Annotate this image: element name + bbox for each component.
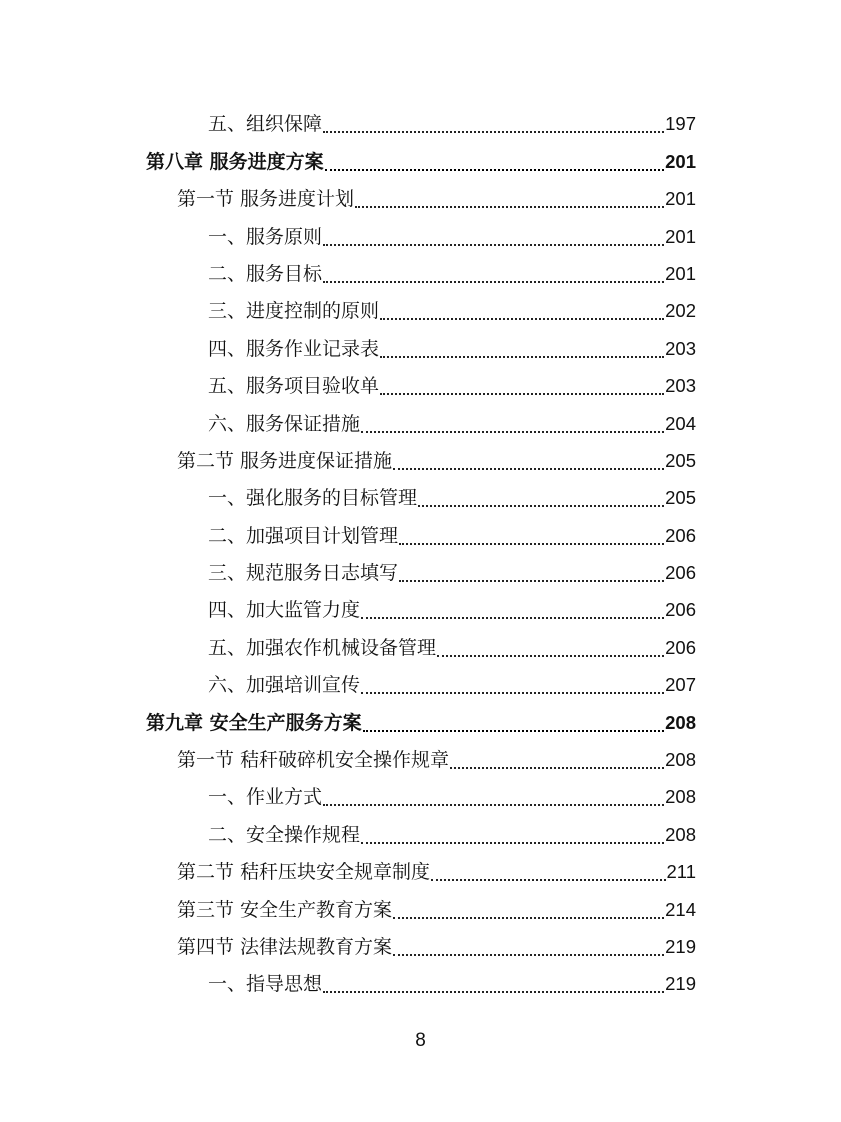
toc-entry-page: 205 (665, 487, 696, 509)
toc-entry-title: 四、服务作业记录表 (208, 337, 380, 360)
toc-section-entry[interactable] (146, 847, 696, 884)
dot-leader (431, 879, 665, 881)
toc-entry-title: 三、进度控制的原则 (208, 300, 380, 323)
toc-entry-title: 四、加大监管力度 (208, 599, 361, 622)
dot-leader (418, 505, 664, 507)
dot-leader (380, 356, 664, 358)
dot-leader (393, 468, 664, 470)
toc-entry-page: 203 (665, 375, 696, 397)
dot-leader (361, 617, 664, 619)
toc-entry-page: 219 (665, 973, 696, 995)
toc-entry-title: 五、服务项目验收单 (208, 375, 380, 398)
toc-entry-page: 206 (665, 562, 696, 584)
dot-leader (399, 543, 664, 545)
toc-section-entry[interactable] (146, 436, 696, 473)
toc-entry-page: 206 (665, 636, 696, 658)
dot-leader (437, 655, 664, 657)
toc-entry-page: 202 (665, 300, 696, 322)
toc-entry-page: 206 (665, 599, 696, 621)
toc-section-entry[interactable] (146, 735, 696, 772)
toc-entry[interactable] (146, 772, 696, 809)
toc-entry[interactable] (146, 473, 696, 510)
toc-section-entry[interactable] (146, 922, 696, 959)
toc-entry-page: 208 (665, 786, 696, 808)
toc-entry[interactable] (146, 510, 696, 547)
toc-entry-title: 三、规范服务日志填写 (208, 562, 399, 585)
toc-entry-page: 201 (665, 225, 696, 247)
toc-entry-page: 205 (665, 449, 696, 471)
toc-entry-title: 一、强化服务的目标管理 (208, 487, 418, 510)
toc-entry[interactable] (146, 361, 696, 398)
dot-leader (355, 206, 664, 208)
toc-entry-page: 208 (665, 823, 696, 845)
toc-entry[interactable] (146, 548, 696, 585)
toc-entry-page: 219 (665, 935, 696, 957)
dot-leader (323, 131, 664, 133)
toc-chapter-entry[interactable] (146, 697, 696, 734)
table-of-contents (146, 99, 696, 996)
toc-entry[interactable] (146, 622, 696, 659)
dot-leader (323, 244, 664, 246)
toc-chapter-entry[interactable] (146, 136, 696, 173)
dot-leader (393, 917, 664, 919)
toc-entry-page: 208 (665, 749, 696, 771)
toc-entry-title: 第一节 服务进度计划 (177, 188, 355, 211)
toc-entry[interactable] (146, 211, 696, 248)
toc-section-entry[interactable] (146, 174, 696, 211)
toc-entry-title: 五、组织保障 (208, 113, 323, 136)
dot-leader (393, 954, 664, 956)
toc-entry[interactable] (146, 660, 696, 697)
toc-entry[interactable] (146, 286, 696, 323)
toc-entry-title: 二、安全操作规程 (208, 823, 361, 846)
toc-entry-title: 第三节 安全生产教育方案 (177, 898, 393, 921)
dot-leader (380, 318, 664, 320)
dot-leader (361, 692, 664, 694)
toc-entry[interactable] (146, 585, 696, 622)
toc-entry-title: 第一节 秸秆破碎机安全操作规章 (177, 749, 450, 772)
dot-leader (380, 393, 664, 395)
toc-entry-title: 第八章 服务进度方案 (146, 150, 324, 173)
toc-entry-title: 第二节 秸秆压块安全规章制度 (177, 861, 431, 884)
toc-entry-page: 214 (665, 898, 696, 920)
toc-entry-page: 197 (665, 113, 696, 135)
toc-entry-title: 二、服务目标 (208, 262, 323, 285)
dot-leader (363, 730, 665, 732)
toc-entry-title: 一、服务原则 (208, 225, 323, 248)
toc-entry-title: 六、服务保证措施 (208, 412, 361, 435)
toc-entry-title: 六、加强培训宣传 (208, 674, 361, 697)
toc-entry-page: 206 (665, 524, 696, 546)
dot-leader (323, 281, 664, 283)
toc-entry-page: 204 (665, 412, 696, 434)
toc-entry[interactable] (146, 99, 696, 136)
toc-entry-page: 203 (665, 337, 696, 359)
toc-entry-page: 201 (665, 150, 696, 172)
toc-entry[interactable] (146, 249, 696, 286)
dot-leader (323, 804, 664, 806)
toc-entry-title: 一、作业方式 (208, 786, 323, 809)
toc-entry[interactable] (146, 398, 696, 435)
toc-entry-page: 201 (665, 188, 696, 210)
dot-leader (325, 169, 665, 171)
toc-entry[interactable] (146, 323, 696, 360)
toc-entry-page: 201 (665, 262, 696, 284)
toc-entry-title: 第四节 法律法规教育方案 (177, 935, 393, 958)
toc-entry-title: 五、加强农作机械设备管理 (208, 636, 437, 659)
dot-leader (450, 767, 664, 769)
page-number: 8 (415, 1030, 426, 1051)
dot-leader (361, 842, 664, 844)
toc-entry-title: 第九章 安全生产服务方案 (146, 711, 362, 734)
toc-entry[interactable] (146, 809, 696, 846)
toc-section-entry[interactable] (146, 884, 696, 921)
dot-leader (399, 580, 664, 582)
toc-entry-title: 一、指导思想 (208, 973, 323, 996)
dot-leader (323, 991, 664, 993)
toc-entry-page: 211 (666, 861, 696, 883)
toc-entry-title: 二、加强项目计划管理 (208, 524, 399, 547)
dot-leader (361, 431, 664, 433)
toc-entry-page: 208 (665, 711, 696, 733)
toc-entry-page: 207 (665, 674, 696, 696)
toc-entry[interactable] (146, 959, 696, 996)
toc-entry-title: 第二节 服务进度保证措施 (177, 449, 393, 472)
